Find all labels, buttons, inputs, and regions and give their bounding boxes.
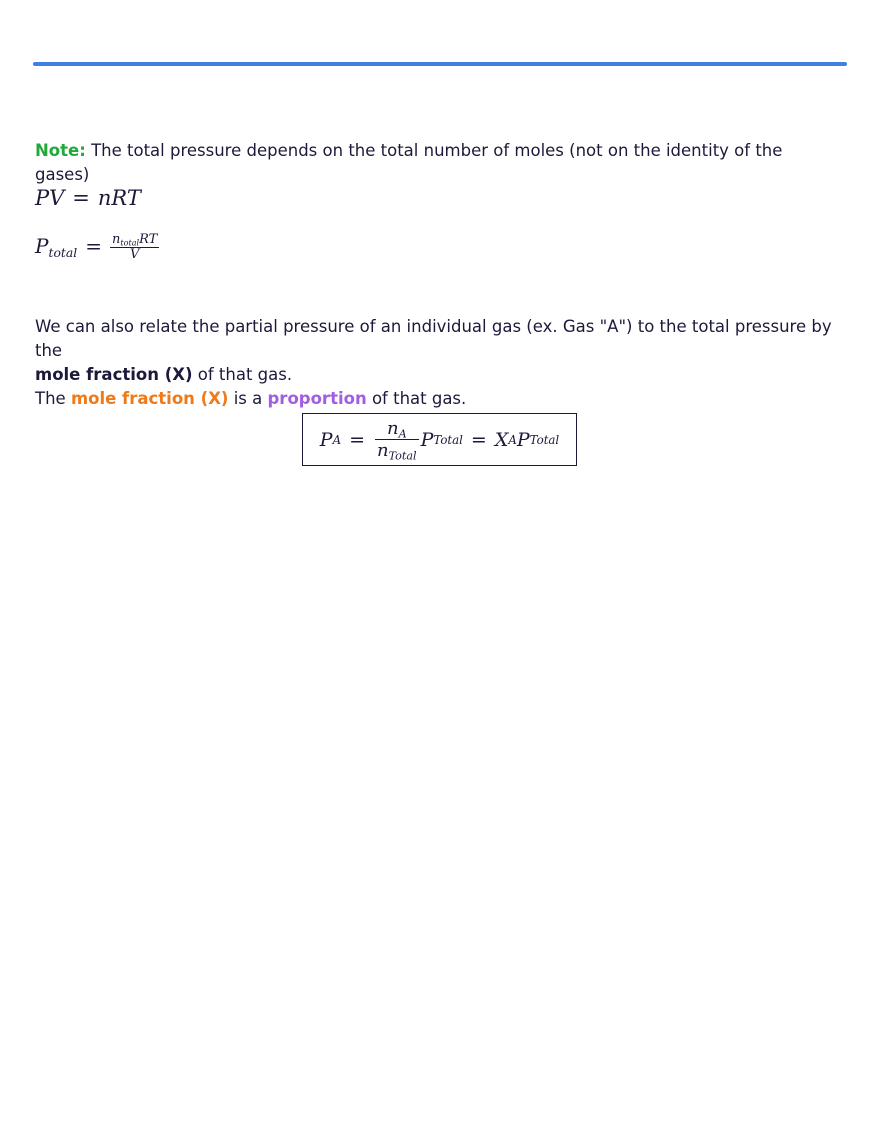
ideal-gas-equation [35, 186, 141, 210]
eq2-lhs-sub: total [48, 244, 78, 260]
box-numerator [375, 418, 419, 440]
note-label: Note: [35, 141, 86, 160]
total-pressure-equation [35, 233, 159, 262]
eq2-fraction [110, 233, 159, 262]
mole-fraction-paragraph [35, 315, 835, 411]
box-equals-2: = [470, 428, 487, 451]
relate-purple-term: proportion [267, 389, 367, 408]
eq1-lhs: PV [35, 186, 65, 210]
box-x: X [494, 428, 509, 451]
box-pt2: P [516, 428, 530, 451]
note-paragraph [35, 139, 835, 187]
box-den-n: n [377, 440, 389, 461]
relate-line3-mid: is a [228, 389, 268, 408]
eq2-numerator [110, 233, 159, 248]
box-pt: P [420, 428, 434, 451]
eq1-equals: = [72, 186, 90, 210]
box-num-n: n [386, 418, 399, 439]
relate-line3-start: The [35, 389, 71, 408]
box-p: P [319, 428, 333, 451]
relate-line1: We can also relate the partial pressure of an individual gas (ex. Gas "A") to the total pressure by the [35, 317, 832, 360]
eq1-rhs: nRT [97, 186, 141, 210]
relate-line3-end: of that gas. [366, 389, 467, 408]
relate-line2-rest: of that gas. [192, 365, 293, 384]
box-fraction [375, 418, 419, 461]
eq2-num-sub: total [120, 238, 140, 248]
eq2-num-rt: RT [139, 232, 158, 247]
eq2-lhs: P [35, 234, 49, 258]
box-num-sub: A [398, 427, 407, 441]
box-equals-1: = [349, 428, 365, 451]
eq2-num-n: n [112, 232, 121, 247]
relate-bold-term: mole fraction (X) [35, 365, 193, 384]
top-rule [33, 62, 847, 66]
eq2-denominator: V [129, 247, 140, 262]
note-text: The total pressure depends on the total number of moles (not on the identity of the gases) [35, 141, 783, 184]
partial-pressure-equation-box: P A = $\frac{n_A}{n_{Total}}$ P Total = X A P Total [302, 413, 577, 466]
box-den-sub: Total [388, 449, 417, 463]
box-denominator [375, 440, 419, 461]
eq2-equals: = [85, 234, 103, 258]
relate-orange-term: mole fraction (X) [70, 389, 229, 408]
